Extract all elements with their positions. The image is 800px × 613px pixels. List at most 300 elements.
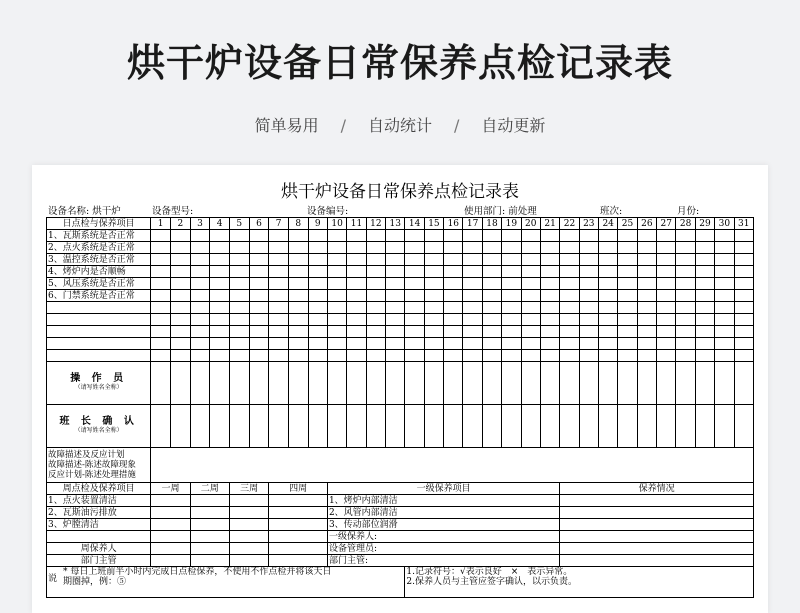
day-cell bbox=[540, 278, 559, 290]
day-cell bbox=[695, 362, 714, 405]
blank-item bbox=[47, 302, 151, 314]
day-cell bbox=[269, 254, 289, 266]
day-header: 24 bbox=[598, 218, 617, 230]
day-cell bbox=[618, 302, 637, 314]
day-cell bbox=[249, 302, 269, 314]
week-cell bbox=[229, 519, 268, 531]
fault-row bbox=[47, 448, 754, 483]
day-cell bbox=[405, 405, 424, 448]
day-cell bbox=[502, 290, 521, 302]
day-cell bbox=[210, 242, 230, 254]
fault-line: 故障描述-陈述故障现象 bbox=[48, 460, 136, 470]
day-cell bbox=[288, 338, 308, 350]
day-cell bbox=[598, 405, 617, 448]
day-cell bbox=[327, 302, 346, 314]
day-cell bbox=[695, 338, 714, 350]
day-cell bbox=[482, 290, 501, 302]
day-cell bbox=[502, 278, 521, 290]
day-cell bbox=[151, 326, 171, 338]
day-cell bbox=[347, 266, 366, 278]
day-cell bbox=[386, 290, 405, 302]
table-row bbox=[47, 230, 754, 242]
day-header: 5 bbox=[229, 218, 249, 230]
day-cell bbox=[579, 314, 598, 326]
day-header: 13 bbox=[386, 218, 405, 230]
day-cell bbox=[540, 266, 559, 278]
day-cell bbox=[151, 314, 171, 326]
day-cell bbox=[151, 254, 171, 266]
operator-row bbox=[47, 362, 754, 405]
weekly-row bbox=[47, 507, 754, 519]
table-row bbox=[47, 326, 754, 338]
day-header: 16 bbox=[444, 218, 463, 230]
day-cell bbox=[463, 266, 482, 278]
day-cell bbox=[210, 405, 230, 448]
week-cell bbox=[229, 507, 268, 519]
day-cell bbox=[424, 278, 443, 290]
day-cell bbox=[210, 350, 230, 362]
day-cell bbox=[463, 326, 482, 338]
week-cell bbox=[229, 531, 268, 543]
day-cell bbox=[540, 254, 559, 266]
sheet-title: 烘干炉设备日常保养点检记录表 bbox=[281, 182, 519, 202]
day-cell bbox=[657, 350, 676, 362]
weekly-row bbox=[47, 531, 754, 543]
day-cell bbox=[347, 290, 366, 302]
day-cell bbox=[190, 254, 210, 266]
day-cell bbox=[424, 314, 443, 326]
day-cell bbox=[463, 302, 482, 314]
day-cell bbox=[405, 350, 424, 362]
day-header: 6 bbox=[249, 218, 269, 230]
day-cell bbox=[560, 350, 579, 362]
day-cell bbox=[288, 290, 308, 302]
day-cell bbox=[327, 350, 346, 362]
day-cell bbox=[715, 242, 734, 254]
day-cell bbox=[327, 326, 346, 338]
day-cell bbox=[366, 302, 385, 314]
day-cell bbox=[171, 230, 191, 242]
day-cell bbox=[444, 278, 463, 290]
day-cell bbox=[715, 254, 734, 266]
day-cell bbox=[618, 362, 637, 405]
day-cell bbox=[560, 278, 579, 290]
week-cell bbox=[190, 495, 229, 507]
day-cell bbox=[637, 230, 656, 242]
day-cell bbox=[695, 302, 714, 314]
day-cell bbox=[210, 230, 230, 242]
day-cell bbox=[405, 338, 424, 350]
day-cell bbox=[482, 278, 501, 290]
device-model-label: 设备型号: bbox=[152, 206, 194, 217]
day-cell bbox=[734, 350, 754, 362]
day-cell bbox=[482, 326, 501, 338]
day-cell bbox=[386, 405, 405, 448]
day-cell bbox=[151, 230, 171, 242]
operator-label bbox=[47, 362, 151, 405]
day-cell bbox=[308, 326, 327, 338]
day-cell bbox=[618, 314, 637, 326]
weekly-row bbox=[47, 555, 754, 567]
operator-title: 操 作 员 bbox=[70, 373, 128, 384]
day-cell bbox=[521, 314, 540, 326]
day-cell bbox=[560, 266, 579, 278]
day-cell bbox=[657, 230, 676, 242]
notes-right-line2: 2.保养人员与主管应签字确认，以示负责。 bbox=[406, 577, 577, 587]
day-cell bbox=[715, 338, 734, 350]
table-row bbox=[47, 254, 754, 266]
day-cell bbox=[482, 405, 501, 448]
weekly-row bbox=[47, 543, 754, 555]
day-cell bbox=[269, 278, 289, 290]
day-header: 26 bbox=[637, 218, 656, 230]
day-cell bbox=[210, 278, 230, 290]
day-cell bbox=[598, 350, 617, 362]
day-cell bbox=[579, 362, 598, 405]
day-cell bbox=[560, 314, 579, 326]
weekly-item: 3、炉膛清洁 bbox=[47, 519, 151, 531]
day-cell bbox=[249, 266, 269, 278]
weekly-row bbox=[47, 495, 754, 507]
status-cell bbox=[560, 519, 754, 531]
day-cell bbox=[151, 405, 171, 448]
device-number-label: 设备编号: bbox=[307, 206, 349, 217]
day-cell bbox=[463, 230, 482, 242]
day-cell bbox=[521, 230, 540, 242]
day-cell bbox=[386, 350, 405, 362]
notes-left-line2: 期圈掉，例：⑤ bbox=[63, 577, 127, 587]
status-cell bbox=[560, 507, 754, 519]
day-cell bbox=[424, 405, 443, 448]
day-cell bbox=[210, 362, 230, 405]
week-header: 二周 bbox=[190, 483, 229, 495]
day-cell bbox=[463, 242, 482, 254]
day-cell bbox=[249, 230, 269, 242]
day-cell bbox=[521, 350, 540, 362]
day-cell bbox=[327, 254, 346, 266]
level1-item: 部门主管: bbox=[327, 555, 559, 567]
day-header: 20 bbox=[521, 218, 540, 230]
day-cell bbox=[249, 290, 269, 302]
day-cell bbox=[151, 242, 171, 254]
day-cell bbox=[579, 278, 598, 290]
day-cell bbox=[598, 362, 617, 405]
level1-header: 一级保养项目 bbox=[327, 483, 559, 495]
day-cell bbox=[560, 290, 579, 302]
day-cell bbox=[734, 405, 754, 448]
day-cell bbox=[190, 362, 210, 405]
day-cell bbox=[288, 254, 308, 266]
day-cell bbox=[171, 338, 191, 350]
day-cell bbox=[579, 290, 598, 302]
week-cell bbox=[229, 495, 268, 507]
day-header: 25 bbox=[618, 218, 637, 230]
day-cell bbox=[366, 362, 385, 405]
day-cell bbox=[540, 338, 559, 350]
day-cell bbox=[405, 254, 424, 266]
day-cell bbox=[405, 362, 424, 405]
day-cell bbox=[269, 230, 289, 242]
table-row bbox=[47, 266, 754, 278]
day-cell bbox=[695, 405, 714, 448]
day-cell bbox=[521, 302, 540, 314]
day-cell bbox=[637, 314, 656, 326]
week-cell bbox=[269, 507, 328, 519]
day-cell bbox=[308, 290, 327, 302]
day-cell bbox=[502, 314, 521, 326]
day-cell bbox=[347, 242, 366, 254]
weekly-item: 部门主管 bbox=[47, 555, 151, 567]
day-cell bbox=[366, 278, 385, 290]
day-cell bbox=[347, 314, 366, 326]
day-cell bbox=[598, 326, 617, 338]
day-cell bbox=[676, 278, 695, 290]
day-cell bbox=[347, 326, 366, 338]
day-cell bbox=[366, 405, 385, 448]
day-cell bbox=[171, 302, 191, 314]
day-cell bbox=[734, 266, 754, 278]
day-cell bbox=[463, 405, 482, 448]
day-cell bbox=[424, 338, 443, 350]
week-cell bbox=[269, 519, 328, 531]
day-cell bbox=[482, 314, 501, 326]
day-cell bbox=[327, 405, 346, 448]
day-cell bbox=[405, 302, 424, 314]
week-cell bbox=[151, 519, 190, 531]
day-cell bbox=[715, 230, 734, 242]
day-cell bbox=[347, 254, 366, 266]
day-cell bbox=[327, 314, 346, 326]
day-cell bbox=[695, 230, 714, 242]
day-cell bbox=[288, 350, 308, 362]
day-cell bbox=[171, 362, 191, 405]
day-header: 2 bbox=[171, 218, 191, 230]
week-cell bbox=[190, 543, 229, 555]
table-row bbox=[47, 278, 754, 290]
day-cell bbox=[288, 362, 308, 405]
day-cell bbox=[579, 350, 598, 362]
day-cell bbox=[521, 254, 540, 266]
day-cell bbox=[502, 266, 521, 278]
day-cell bbox=[618, 242, 637, 254]
week-cell bbox=[269, 543, 328, 555]
day-cell bbox=[347, 362, 366, 405]
day-cell bbox=[269, 338, 289, 350]
day-cell bbox=[598, 290, 617, 302]
day-cell bbox=[386, 326, 405, 338]
day-cell bbox=[482, 362, 501, 405]
day-cell bbox=[327, 338, 346, 350]
blank-item bbox=[47, 350, 151, 362]
day-cell bbox=[347, 230, 366, 242]
level1-item: 设备管理员: bbox=[327, 543, 559, 555]
day-cell bbox=[695, 290, 714, 302]
day-cell bbox=[151, 290, 171, 302]
day-cell bbox=[366, 254, 385, 266]
day-cell bbox=[734, 362, 754, 405]
day-cell bbox=[695, 350, 714, 362]
day-cell bbox=[386, 278, 405, 290]
day-cell bbox=[308, 362, 327, 405]
day-cell bbox=[676, 314, 695, 326]
day-cell bbox=[229, 230, 249, 242]
day-cell bbox=[540, 242, 559, 254]
day-cell bbox=[637, 405, 656, 448]
day-header: 31 bbox=[734, 218, 754, 230]
day-cell bbox=[308, 338, 327, 350]
table-row bbox=[47, 302, 754, 314]
day-cell bbox=[444, 230, 463, 242]
day-cell bbox=[560, 230, 579, 242]
day-cell bbox=[249, 362, 269, 405]
day-cell bbox=[424, 302, 443, 314]
day-cell bbox=[190, 278, 210, 290]
day-cell bbox=[249, 326, 269, 338]
day-cell bbox=[502, 362, 521, 405]
day-cell bbox=[502, 350, 521, 362]
day-cell bbox=[366, 230, 385, 242]
level1-item: 一级保养人: bbox=[327, 531, 559, 543]
week-cell bbox=[269, 495, 328, 507]
weekly-header-row bbox=[47, 483, 754, 495]
level1-item: 3、传动部位润滑 bbox=[327, 519, 559, 531]
day-header: 8 bbox=[288, 218, 308, 230]
day-cell bbox=[598, 230, 617, 242]
day-cell bbox=[560, 405, 579, 448]
day-cell bbox=[695, 242, 714, 254]
day-header: 17 bbox=[463, 218, 482, 230]
day-cell bbox=[327, 278, 346, 290]
day-cell bbox=[482, 254, 501, 266]
day-cell bbox=[444, 350, 463, 362]
day-cell bbox=[657, 302, 676, 314]
day-cell bbox=[229, 350, 249, 362]
day-cell bbox=[715, 326, 734, 338]
inspection-item: 6、门禁系统是否正常 bbox=[47, 290, 151, 302]
table-row bbox=[47, 314, 754, 326]
day-cell bbox=[308, 405, 327, 448]
day-cell bbox=[249, 242, 269, 254]
day-cell bbox=[657, 254, 676, 266]
day-cell bbox=[618, 326, 637, 338]
day-cell bbox=[366, 242, 385, 254]
fault-line: 故障描述及反应计划 bbox=[48, 450, 125, 460]
day-cell bbox=[521, 266, 540, 278]
day-cell bbox=[424, 362, 443, 405]
weekly-item: 2、瓦斯油污排放 bbox=[47, 507, 151, 519]
day-cell bbox=[444, 242, 463, 254]
leader-row bbox=[47, 405, 754, 448]
day-cell bbox=[560, 302, 579, 314]
day-cell bbox=[657, 362, 676, 405]
day-cell bbox=[229, 326, 249, 338]
day-cell bbox=[676, 350, 695, 362]
day-cell bbox=[579, 405, 598, 448]
day-cell bbox=[288, 266, 308, 278]
day-cell bbox=[347, 338, 366, 350]
day-cell bbox=[151, 350, 171, 362]
day-cell bbox=[229, 405, 249, 448]
status-cell bbox=[560, 495, 754, 507]
day-cell bbox=[269, 405, 289, 448]
notes-row bbox=[47, 567, 754, 598]
day-cell bbox=[521, 278, 540, 290]
week-header: 一周 bbox=[151, 483, 190, 495]
inspection-item: 1、瓦斯系统是否正常 bbox=[47, 230, 151, 242]
day-cell bbox=[540, 290, 559, 302]
day-cell bbox=[637, 242, 656, 254]
weekly-item: 1、点火装置清洁 bbox=[47, 495, 151, 507]
status-header: 保养情况 bbox=[560, 483, 754, 495]
day-cell bbox=[579, 266, 598, 278]
day-header: 11 bbox=[347, 218, 366, 230]
weekly-item bbox=[47, 531, 151, 543]
separator: / bbox=[454, 116, 460, 135]
day-cell bbox=[386, 266, 405, 278]
day-cell bbox=[444, 326, 463, 338]
day-cell bbox=[657, 314, 676, 326]
weekly-header: 周点检及保养项目 bbox=[47, 483, 151, 495]
day-cell bbox=[171, 254, 191, 266]
day-cell bbox=[405, 278, 424, 290]
items-header: 日点检与保养项目 bbox=[47, 218, 151, 230]
day-cell bbox=[598, 242, 617, 254]
day-cell bbox=[521, 290, 540, 302]
day-cell bbox=[171, 242, 191, 254]
fault-description-label bbox=[47, 448, 151, 483]
inspection-item: 3、温控系统是否正常 bbox=[47, 254, 151, 266]
inspection-item: 2、点火系统是否正常 bbox=[47, 242, 151, 254]
week-header: 三周 bbox=[229, 483, 268, 495]
day-cell bbox=[676, 362, 695, 405]
day-cell bbox=[560, 362, 579, 405]
day-cell bbox=[151, 362, 171, 405]
day-cell bbox=[229, 362, 249, 405]
day-cell bbox=[715, 302, 734, 314]
day-cell bbox=[288, 405, 308, 448]
day-cell bbox=[269, 350, 289, 362]
day-cell bbox=[598, 278, 617, 290]
day-cell bbox=[308, 278, 327, 290]
day-cell bbox=[190, 242, 210, 254]
day-header: 12 bbox=[366, 218, 385, 230]
day-cell bbox=[210, 338, 230, 350]
day-cell bbox=[249, 338, 269, 350]
day-cell bbox=[151, 302, 171, 314]
day-cell bbox=[579, 302, 598, 314]
day-cell bbox=[347, 405, 366, 448]
day-cell bbox=[676, 254, 695, 266]
day-cell bbox=[171, 350, 191, 362]
day-cell bbox=[637, 350, 656, 362]
day-cell bbox=[444, 362, 463, 405]
day-cell bbox=[657, 290, 676, 302]
day-cell bbox=[482, 350, 501, 362]
day-cell bbox=[734, 230, 754, 242]
day-cell bbox=[405, 242, 424, 254]
leader-label bbox=[47, 405, 151, 448]
day-cell bbox=[424, 230, 443, 242]
day-cell bbox=[579, 326, 598, 338]
week-cell bbox=[269, 531, 328, 543]
day-cell bbox=[444, 290, 463, 302]
day-cell bbox=[695, 326, 714, 338]
day-header: 19 bbox=[502, 218, 521, 230]
day-cell bbox=[521, 362, 540, 405]
day-cell bbox=[444, 405, 463, 448]
day-cell bbox=[347, 350, 366, 362]
day-cell bbox=[366, 290, 385, 302]
